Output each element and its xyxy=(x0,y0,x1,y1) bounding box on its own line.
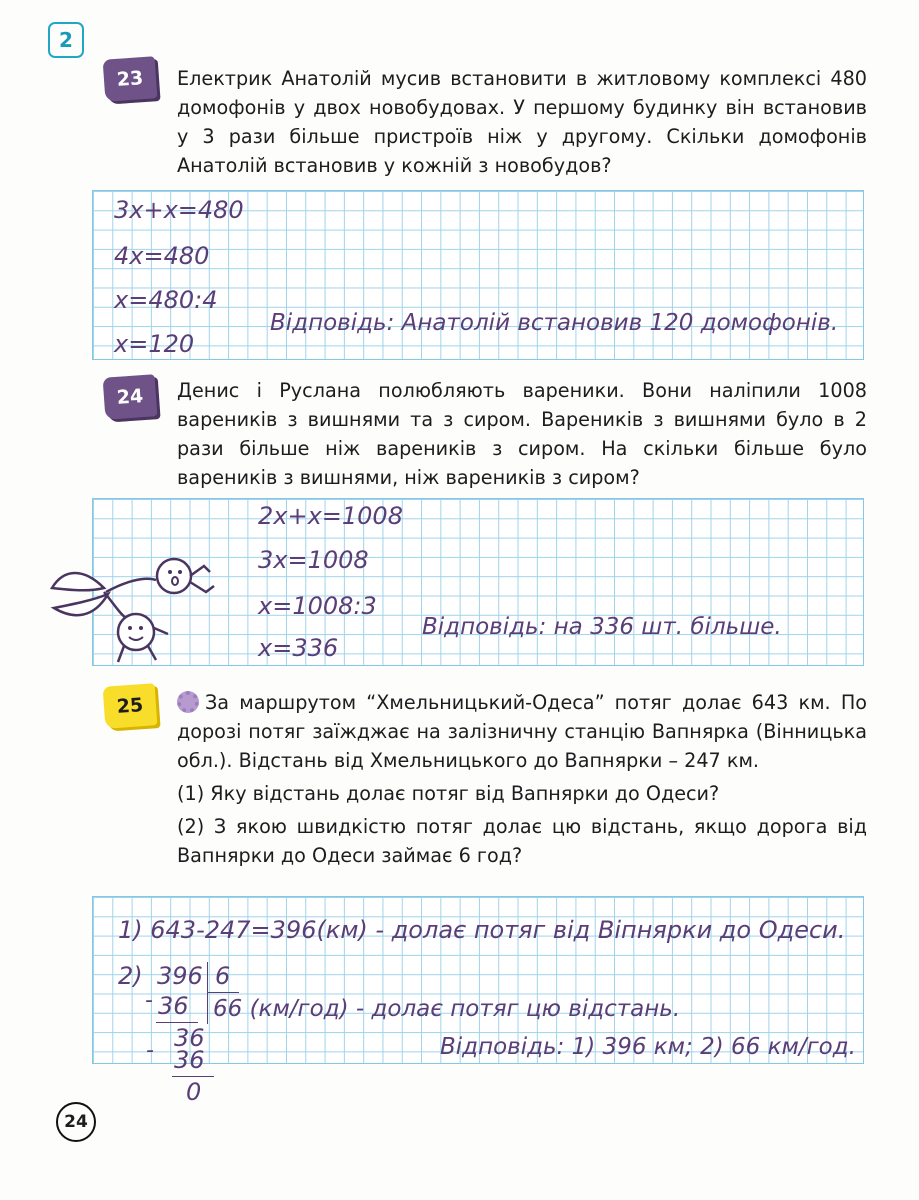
task-23-text: Електрик Анатолій мусив встановити в житловому комплексі 480 домофонів у двох новобудовах. У першому будинку він встановив у 3 рази більше пристроїв ніж у другому. Скільки домофонів Анатолій встановив у кожній з новобудов? xyxy=(177,67,867,177)
task-24-solution-line-1: 2x+x=1008 xyxy=(258,502,403,530)
division-underline-1 xyxy=(156,1022,198,1023)
task-25-answer: Відповідь: 1) 396 км; 2) 66 км/год. xyxy=(440,1034,856,1060)
division-minus-2: - xyxy=(146,1038,154,1063)
task-23-number-badge: 23 xyxy=(103,56,158,102)
task-25-division-divisor: 6 xyxy=(215,962,231,990)
task-25-text xyxy=(177,688,867,870)
gear-icon xyxy=(177,691,199,713)
task-23-solution-line-2: 4x=480 xyxy=(114,242,210,270)
division-bar-horizontal xyxy=(207,992,239,993)
task-23-solution-line-3: x=480:4 xyxy=(114,286,218,314)
task-24-solution-line-4: x=336 xyxy=(258,634,339,662)
task-25-step-2-label: 2) xyxy=(118,962,143,990)
division-underline-2 xyxy=(172,1076,214,1077)
page-number: 24 xyxy=(56,1102,96,1142)
task-24-number-badge: 24 xyxy=(103,374,158,420)
task-24-text: Денис і Руслана полюбляють вареники. Вони наліпили 1008 вареників з вишнями та з сиром. Вареників з вишнями було в 2 рази більше ніж вареників з сиром. На скільки більше було вареників з вишнями, ніж вареників з сиром? xyxy=(177,379,867,489)
task-25-quotient-note: 66 (км/год) - долає потяг цю відстань. xyxy=(213,996,681,1022)
task-25-step-1: 1) 643-247=396(км) - долає потяг від Віпнярки до Одеси. xyxy=(118,916,846,944)
task-23-solution-line-4: x=120 xyxy=(114,330,195,358)
task-25-number-badge: 25 xyxy=(103,683,158,729)
task-25-question-2: (2) З якою швидкістю потяг долає цю відстань, якщо дорога від Вапнярки до Одеси займає 6 год? xyxy=(177,815,867,867)
task-24-solution-line-3: x=1008:3 xyxy=(258,592,377,620)
task-25-division-remainder-2: 0 xyxy=(186,1078,202,1106)
task-23-answer: Відповідь: Анатолій встановив 120 домофонів. xyxy=(270,310,839,336)
task-23-solution-line-1: 3x+x=480 xyxy=(114,196,244,224)
task-25-division-dividend: 396 xyxy=(157,962,203,990)
task-25-division-subtrahend-2: 36 xyxy=(174,1046,205,1074)
task-24-answer: Відповідь: на 336 шт. більше. xyxy=(422,614,782,640)
division-bar-vertical xyxy=(207,962,208,1024)
cartoon-dumplings-illustration xyxy=(44,548,224,668)
task-24-solution-line-2: 3x=1008 xyxy=(258,546,369,574)
unit-number-badge: 2 xyxy=(48,22,84,58)
task-25-question-1: (1) Яку відстань долає потяг від Вапнярки до Одеси? xyxy=(177,782,720,805)
division-minus-1: - xyxy=(145,988,153,1013)
task-25-division-remainder-1: 36 xyxy=(174,1024,205,1052)
task-25-division-subtrahend-1: 36 xyxy=(158,992,189,1020)
task-25-condition: За маршрутом “Хмельницький-Одеса” потяг долає 643 км. По дорозі потяг заїжджає на залізничну станцію Вапнярка (Вінницька обл.). Відстань від Хмельницького до Вапнярки – 247 км. xyxy=(177,691,867,772)
